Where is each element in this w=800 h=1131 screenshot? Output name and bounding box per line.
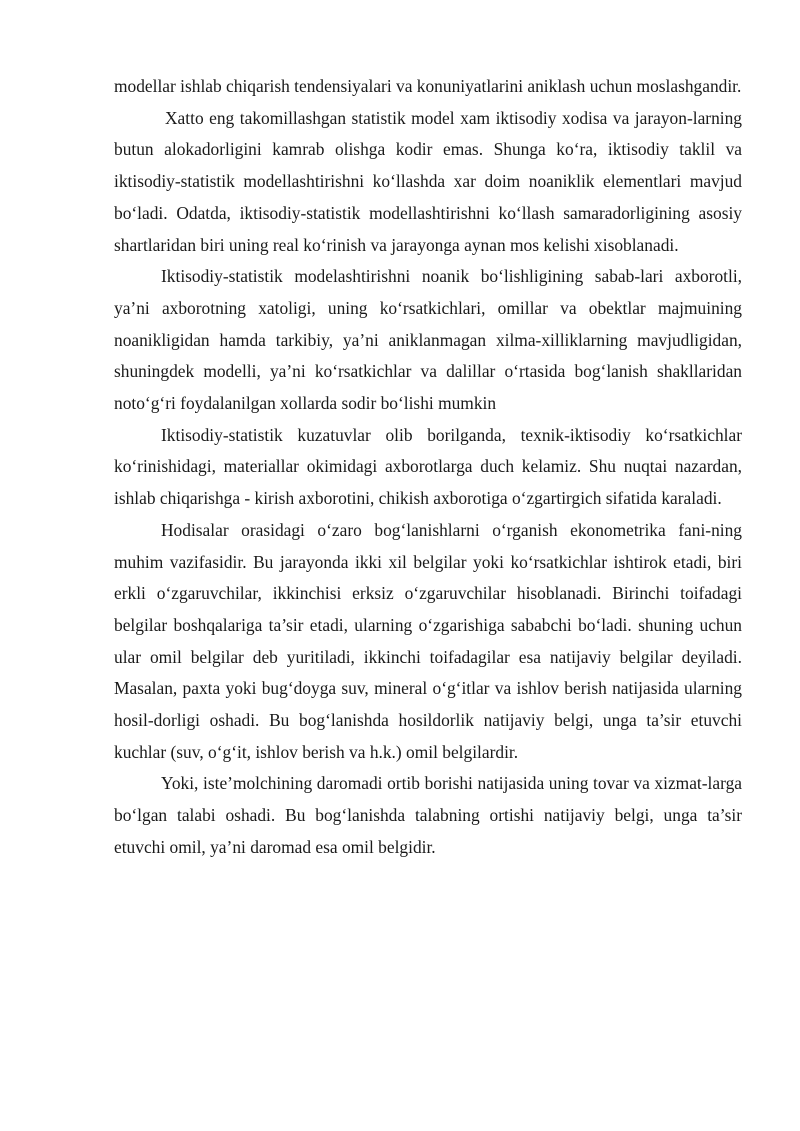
paragraph: Xatto eng takomillashgan statistik model xam iktisodiy xodisa va jarayon-larning butun alokadorligini kamrab olishga kodir emas. Shunga ko‘ra, iktisodiy taklil va iktisodiy-statistik modellashtirishni ko‘llashda xar doim noaniklik elementlari mavjud bo‘ladi. Odatda, iktisodiy-statistik modellashtirishni ko‘llash samaradorligining asosiy shartlaridan biri uning real ko‘rinish va jarayonga aynan mos kelishi xisoblanadi. bbox=[114, 107, 742, 255]
paragraph: Iktisodiy-statistik kuzatuvlar olib borilganda, texnik-iktisodiy ko‘rsatkichlar ko‘rinishidagi, materiallar okimidagi axborotlarga duch kelamiz. Shu nuqtai nazardan, ishlab chiqarishga - kirish axborotini, chikish axborotiga o‘zgartirgich sifatida karaladi. bbox=[114, 424, 742, 509]
paragraph-continuation: modellar ishlab chiqarish tendensiyalari va konuniyatlarini aniklash uchun moslashgandir. bbox=[114, 76, 742, 96]
paragraph: Hodisalar orasidagi o‘zaro bog‘lanishlarni o‘rganish ekonometrika fani-ning muhim vazifasidir. Bu jarayonda ikki xil belgilar yoki ko‘rsatkichlar ishtirok etadi, biri erkli o‘zgaruvchilar, ikkinchisi erksiz o‘zgaruvchilar hisoblanadi. Birinchi toifadagi belgilar boshqalariga ta’sir etadi, ularning o‘zgarishiga sababchi bo‘ladi. shuning uchun ular omil belgilar deb yuritiladi, ikkinchi toifadagilar esa natijaviy belgilar deyiladi. Masalan, paxta yoki bug‘doyga suv, mineral o‘g‘itlar va ishlov berish natijasida ularning hosil-dorligi oshadi. Bu bog‘lanishda hosildorlik natijaviy belgi, unga ta’sir etuvchi kuchlar (suv, o‘g‘it, ishlov berish va h.k.) omil belgilardir. bbox=[114, 519, 742, 762]
document-page bbox=[114, 71, 742, 864]
paragraph: Iktisodiy-statistik modelashtirishni noanik bo‘lishligining sabab-lari axborotli, ya’ni axborotning xatoligi, uning ko‘rsatkichlari, omillar va obektlar majmuining noanikligidan hamda tarkibiy, ya’ni aniklanmagan xilma-xilliklarning mavjudligidan, shuningdek modelli, ya’ni ko‘rsatkichlar va dalillar o‘rtasida bog‘lanish shakllaridan noto‘g‘ri foydalanilgan xollarda sodir bo‘lishi mumkin bbox=[114, 266, 742, 414]
paragraph: Yoki, iste’molchining daromadi ortib borishi natijasida uning tovar va xizmat-larga bo‘lgan talabi oshadi. Bu bog‘lanishda talabning ortishi natijaviy belgi, unga ta’sir etuvchi omil, ya’ni daromad esa omil belgidir. bbox=[114, 773, 742, 857]
